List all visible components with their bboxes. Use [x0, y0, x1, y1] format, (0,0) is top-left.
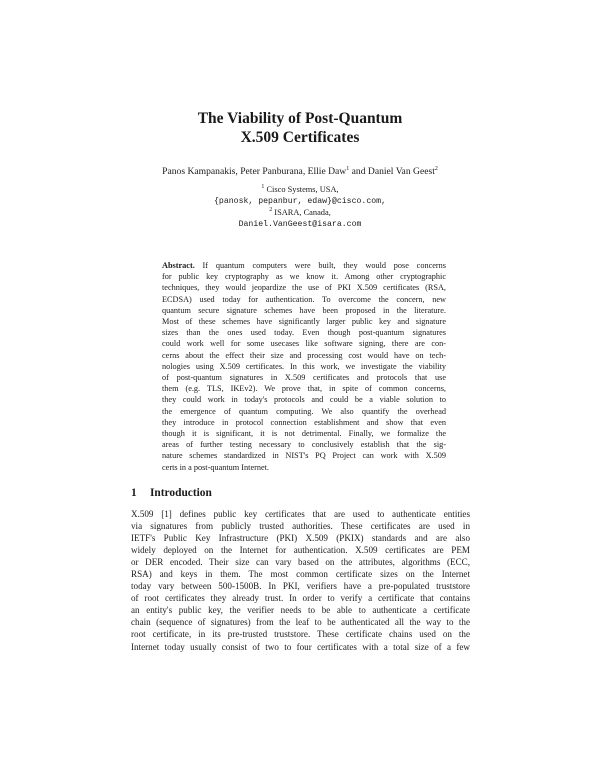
abstract-line: areas of further testing necessary to conclusively establish that the sig- [162, 440, 446, 450]
body-line: of root certificates they already trust. In order to verify a certificate that contains [131, 593, 470, 604]
author-affil-mark-1: 1 [346, 165, 350, 172]
affiliation-2-org: ISARA, Canada, [274, 208, 331, 217]
abstract-line: of post-quantum signatures in X.509 certificates and protocols that use [162, 373, 446, 383]
abstract-line: Most of these schemes have significantly larger public key and signature [162, 317, 446, 327]
abstract [162, 260, 446, 473]
abstract-line: techniques, they would jeopardize the use of PKI X.509 certificates (RSA, [162, 283, 446, 293]
introduction-body [131, 508, 470, 653]
body-line: RSA) and keys in them. The most common certificate sizes on the Internet [131, 569, 470, 580]
abstract-line: sizes than the ones used today. Even though post-quantum signatures [162, 328, 446, 338]
abstract-text: If quantum computers were built, they would pose concerns [194, 261, 446, 270]
affiliation-1-org: Cisco Systems, USA, [266, 185, 339, 194]
author-names-tail: and Daniel Van Geest [349, 166, 435, 177]
body-line: IETF's Public Key Infrastructure (PKI) X.509 (PKIX) standards and are also [131, 533, 470, 544]
abstract-line: nologies using X.509 certificates. In this work, we investigate the viability [162, 361, 446, 371]
abstract-label: Abstract. [162, 261, 195, 270]
body-line: root certificate, in its pre-trusted truststore. These certificate chains used on the [131, 629, 470, 640]
abstract-line [162, 260, 446, 271]
author-list [0, 165, 600, 178]
body-line: an entity's public key, the verifier needs to be able to authenticate a certificate [131, 605, 470, 616]
abstract-line: certs in a post-quantum Internet. [162, 462, 269, 472]
abstract-line: for public key cryptography as we know it. Among other cryptographic [162, 272, 446, 282]
abstract-line: cerns about the effect their size and processing cost would have on tech- [162, 350, 446, 360]
abstract-line: them (e.g. TLS, IKEv2). We prove that, in spite of common concerns, [162, 384, 446, 394]
author-affil-mark-2: 2 [434, 165, 438, 172]
affiliation-2-email: Daniel.VanGeest@isara.com [238, 219, 362, 229]
abstract-line: nature schemes standardized in NIST's PQ Project can work with X.509 [162, 451, 446, 461]
abstract-line: though it is significant, it is not detrimental. Finally, we formalize the [162, 429, 446, 439]
body-line: Internet today usually consist of two to four certificates with a total size of a few [131, 641, 470, 652]
abstract-line: could work well for some usecases like software signing, there are con- [162, 339, 446, 349]
section-number: 1 [131, 487, 137, 499]
abstract-line: the emergence of quantum computing. We also quantify the overhead [162, 406, 446, 416]
body-line: chain (sequence of signatures) from the leaf to be authenticated all the way to the [131, 617, 470, 628]
body-line: via signatures from publicly trusted authorities. These certificates are used in [131, 521, 470, 532]
body-line: or DER encoded. Their size can vary based on the attributes, algorithms (ECC, [131, 557, 470, 568]
title-line-1: The Viability of Post-Quantum [197, 110, 403, 127]
abstract-line: quantum secure signature schemes have been proposed in the literature. [162, 305, 446, 315]
section-heading-introduction [131, 486, 212, 500]
paper-title [0, 109, 600, 147]
affiliation-2-mark: 2 [269, 207, 273, 214]
abstract-line: they introduce in protocol connection establishment and show that even [162, 417, 446, 427]
affiliation-1 [0, 184, 600, 196]
body-line: today vary between 500-1500B. In PKI, verifiers have a pre-populated truststore [131, 581, 470, 592]
affiliation-1-mark: 1 [261, 184, 265, 191]
abstract-line: ECDSA) used today for authentication. To overcome the concern, new [162, 294, 446, 304]
abstract-line: they could work in today's protocols and could be a viable solution to [162, 395, 446, 405]
body-line: widely deployed on the Internet for authentication. X.509 certificates are PEM [131, 545, 470, 556]
body-line: X.509 [1] defines public key certificates that are used to authenticate entities [131, 509, 470, 519]
title-line-2: X.509 Certificates [240, 129, 360, 146]
affiliations [0, 184, 600, 230]
affiliation-2 [0, 207, 600, 219]
section-title: Introduction [150, 487, 212, 499]
affiliation-1-emails: {panosk, pepanbur, edaw}@cisco.com, [214, 196, 386, 206]
author-names: Panos Kampanakis, Peter Panburana, Ellie Daw [162, 166, 347, 177]
